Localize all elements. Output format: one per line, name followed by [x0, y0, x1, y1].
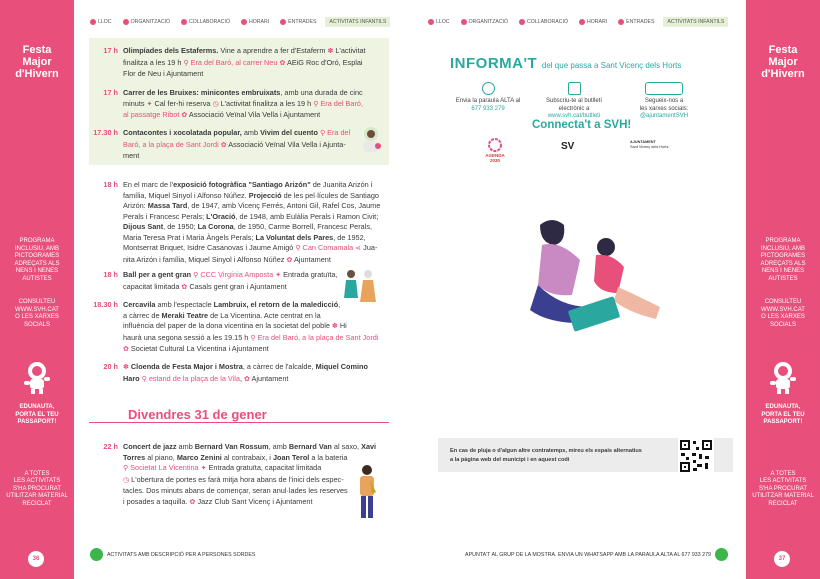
saxophonist-illustration-icon — [356, 464, 378, 524]
event-olimpiades: 17 h Olimpíades dels Estaferms. Vine a aprendre a fer d'Estaferm ✽ L'activitat finalitza a les 19 h ⚲ Era del Baró, al carrer Neu ✿ AEiG Roc d'Oró, Esplai Flor de Neu i Ajuntament — [103, 46, 366, 78]
page-number: 36 — [28, 551, 44, 567]
whatsapp-icon — [482, 82, 495, 95]
location-icon — [90, 19, 96, 25]
share-icon: ⋖ — [355, 245, 362, 252]
sidebar-program-text: PROGRAMA INCLUSIU, AMB PICTOGRAMES ADREÇATS ALS NENS I NENES AUTISTES — [14, 238, 60, 282]
footer-right: APUNTA'T AL GRUP DE LA MOSTRA. ENVIA UN WHATSAPP AMB LA PARAULA ALTA AL 677 933 279 — [465, 548, 728, 561]
event-concert-jazz: 22 h Concert de jazz amb Bernard Van Rossum, amb Bernard Van al saxo, Xavi Torres al piano, Marco Zenini al contrabaix, i Joan Terol a la bateria ⚲ Societat La Vicentina ✦ Entrada gratuïta, capacitat limitada ◷ L'obertura de portes es farà mitja hora abans de l'inici dels espec- tacles. Dos minuts abans de començar, seran anul·lades les reserves i posades a taquilla. ✿ Jazz Club Sant Vicenç i Ajuntament — [103, 442, 377, 506]
rain-notice: En cas de pluja o d'algun altre contratemps, mireu els espais alternatius a la pàgina web del municipi i en aquest codi — [438, 438, 733, 472]
legend-entrades: ENTRADES — [616, 17, 656, 27]
location-icon — [428, 19, 434, 25]
right-sidebar — [746, 0, 820, 579]
clock-icon: ◷ — [212, 100, 219, 108]
share-icon — [181, 19, 187, 25]
channel-whatsapp: Envia la paraula ALTA al 677 933 279 — [448, 82, 528, 113]
legend-activitats-infantils: ACTIVITATS INFANTILS — [325, 17, 390, 27]
channel-social: Segueix-nos a les xarxes socials: @ajuntamentSVH — [624, 82, 704, 121]
sidebar-consult-text: CONSULTEU WWW.SVH.CAT O LES XARXES SOCIALS — [761, 299, 805, 328]
ticket-icon — [280, 19, 286, 25]
flower-icon: ✿ — [279, 59, 286, 67]
ticket-icon — [618, 19, 624, 25]
legend-nav — [426, 17, 728, 27]
legend-activitats-infantils: ACTIVITATS INFANTILS — [663, 17, 728, 27]
qr-code-icon[interactable] — [678, 438, 714, 474]
legend-nav — [88, 17, 390, 27]
event-ball-gent-gran: 18 h Ball per a gent gran ⚲ CCC Virgínia Amposta ✦ Entrada gratuïta, capacitat limitada ✿ Casals gent gran i Ajuntament — [103, 270, 338, 291]
flower-icon: ✿ — [181, 283, 188, 291]
legend-lloc: LLOC — [88, 17, 114, 27]
astronaut-mascot-icon — [766, 359, 800, 395]
sign-language-icon — [90, 548, 103, 561]
event-exposicio: 18 h En el marc de l'exposició fotogràfica "Santiago Arizón" de Juanita Arizón i família, Miquel Sinyol i Alfonso Núñez. Projecció de les pel·lícules de Santiago Arizón: Massa Tard, de 1947, amb Vicenç Ferrés, Antoni Gil, Rafel Cos, Jaume Perals i Francesc Perals; L'Oració, de 1948, amb Eulàlia Perals i Ramon Civit; Dijous Sant, de 1950; La Corona, de 1950, Carme Borrell, Francesc Perals, Maria Teresa Prat i Maria Àngels Perals; La Voluntat dels Pares, de 1952, Montserrat Briquet, Isidre Casanovas i Jaume Amigó ⚲ Can Comamala ⋖ Jua- nita Arizón i família, Miquel Sinyol i Alfonso Núñez ✿ Ajuntament — [103, 180, 381, 264]
sidebar-passport-text: EDUNAUTA, PORTA EL TEU PASSAPORT! — [15, 404, 59, 425]
sidebar-consult-text: CONSULTEU WWW.SVH.CAT O LES XARXES SOCIALS — [15, 299, 59, 328]
clock-icon — [241, 19, 247, 25]
agenda-2030-icon — [488, 138, 502, 152]
location-icon: ⚲ — [295, 245, 301, 252]
legend-collaboracio: COLLABORACIÓ — [179, 17, 232, 27]
legend-organitzacio: ORGANITZACIÓ — [459, 17, 510, 27]
whatsapp-icon — [715, 548, 728, 561]
event-contacontes: 17.30 h Contacontes i xocolatada popular, amb Vivim del cuento ⚲ Era del Baró, a la plaça de Sant Jordi ✿ Associació Veïnal Vila Vella i Ajunta- ment — [93, 128, 351, 160]
svg-text:SV: SV — [561, 141, 575, 152]
clock-icon — [579, 19, 585, 25]
footer-left: ACTIVITATS AMB DESCRIPCIÓ PER A PERSONES SORDES — [90, 548, 255, 561]
sidebar-recycle-text: A TOTES LES ACTIVITATS S'HA PROCURAT UTILITZAR MATERIAL RECICLAT — [752, 470, 814, 507]
ticket-icon: ✦ — [146, 100, 153, 108]
legend-lloc: LLOC — [426, 17, 452, 27]
location-icon: ⚲ — [183, 59, 189, 67]
channel-newsletter: Subscriu-te al butlletí electrònic a www.svh.cat/butlleti — [534, 82, 614, 121]
legend-organitzacio: ORGANITZACIÓ — [121, 17, 172, 27]
ajuntament-logo: AJUNTAMENT Sant Vicenç dels Horts — [630, 140, 669, 149]
event-carrer-bruixes: 17 h Carrer de les Bruixes: minicontes embruixats, amb una durada de cinc minuts ✦ Cal fer-hi reserva ◷ L'activitat finalitza a les 19 h ⚲ Era del Baró, al passatge Ribot ✿ Associació Veïnal Vila Vella i Ajuntament — [103, 88, 363, 119]
agenda-2030-logo: AGENDA 2030 — [480, 138, 510, 163]
event-cloenda: 20 h ✽ Cloenda de Festa Major i Mostra, a càrrec de l'alcalde, Miquel Comino Haro ⚲ estand de la plaça de la Vila, ✿ Ajuntament — [103, 362, 368, 383]
sidebar-program-text: PROGRAMA INCLUSIU, AMB PICTOGRAMES ADREÇATS ALS NENS I NENES AUTISTES — [760, 238, 806, 282]
sidebar-recycle-text: A TOTES LES ACTIVITATS S'HA PROCURAT UTILITZAR MATERIAL RECICLAT — [6, 470, 68, 507]
legend-horari: HORARI — [577, 17, 609, 27]
flower-icon — [461, 19, 467, 25]
newsletter-icon — [568, 82, 581, 95]
ticket-icon: ✦ — [200, 465, 207, 472]
legend-horari: HORARI — [239, 17, 271, 27]
flower-icon: ✿ — [286, 256, 293, 264]
pictogram-icon: ✽ — [327, 48, 334, 55]
informa-title: INFORMA'T del que passa a Sant Vicenç dels Horts — [450, 55, 682, 72]
sidebar-title: Festa Major d'Hivern — [761, 44, 805, 80]
reading-children-illustration-icon — [520, 215, 672, 335]
flower-icon: ✿ — [181, 112, 188, 119]
left-sidebar — [0, 0, 74, 579]
storyteller-illustration-icon — [357, 124, 385, 156]
sidebar-title: Festa Major d'Hivern — [15, 44, 59, 80]
flower-icon: ✿ — [244, 375, 250, 383]
location-icon: ⚲ — [313, 100, 319, 108]
pictogram-icon: ✽ — [331, 323, 338, 330]
day-title: Divendres 31 de gener — [128, 407, 267, 422]
location-icon: ⚲ — [250, 334, 256, 342]
sidebar-passport-text: EDUNAUTA, PORTA EL TEU PASSAPORT! — [761, 404, 805, 425]
legend-collaboracio: COLLABORACIÓ — [517, 17, 570, 27]
clock-icon: ◷ — [123, 476, 130, 484]
legend-entrades: ENTRADES — [278, 17, 318, 27]
svh-logo-icon — [560, 138, 580, 152]
location-icon: ⚲ — [319, 130, 326, 137]
flower-icon — [123, 19, 129, 25]
day-divider — [89, 422, 389, 423]
flower-icon: ✿ — [220, 141, 227, 149]
location-icon: ⚲ — [123, 465, 129, 472]
connect-title: Connecta't a SVH! — [532, 119, 632, 131]
social-media-icon — [645, 82, 683, 95]
page-number: 37 — [774, 551, 790, 567]
share-icon — [519, 19, 525, 25]
flower-icon: ✿ — [189, 498, 196, 506]
pictogram-icon: ✽ — [123, 364, 129, 371]
location-icon: ⚲ — [193, 272, 199, 279]
event-cercavila: 18.30 h Cercavila amb l'espectacle Lambruix, el retorn de la maledicció, a càrrec de Meraki Teatre de La Vicentina. Acte centrat en la influència del paper de la dona vicentina en la societat del poble ✽ Hi haurà una segona sessió a les 19.15 h ⚲ Era del Baró, a la plaça de Sant Jordi ✿ Societat Cultural La Vicentina i Ajuntament — [93, 300, 379, 353]
location-icon: ⚲ — [141, 375, 147, 383]
ticket-icon: ✦ — [275, 272, 282, 279]
flower-icon: ✿ — [123, 346, 129, 353]
astronaut-mascot-icon — [20, 359, 54, 395]
